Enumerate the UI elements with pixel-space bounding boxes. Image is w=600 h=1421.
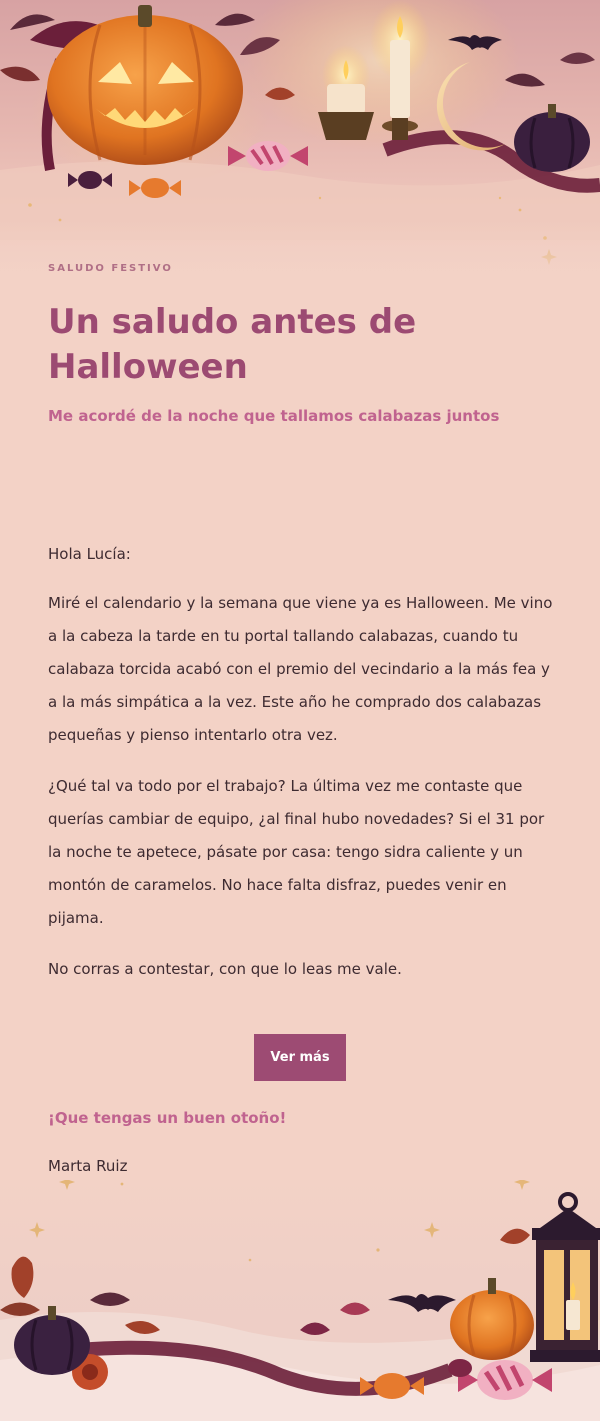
body-paragraph: ¿Qué tal va todo por el trabajo? La última vez me contaste que querías cambiar de equipo, ¿al final hubo novedades? Si el 31 por la noche te apetece, pásate por casa: tengo sidra caliente y un montón de caramelos. No hace falta disfraz, puedes venir en pijama. [48,777,545,927]
ver-mas-button[interactable]: Ver más [254,1034,346,1081]
lantern-icon [530,1194,600,1362]
signature: Marta Ruiz [48,1157,128,1175]
subtitle: Me acordé de la noche que tallamos calabazas juntos [48,407,500,425]
header-illustration-svg [0,0,600,290]
bat-icon [388,1294,456,1312]
page-title: Un saludo antes de Halloween [48,302,417,387]
footer-illustration [0,1180,600,1421]
closing-line: ¡Que tengas un buen otoño! [48,1109,287,1127]
greeting: Hola Lucía: [48,545,131,563]
footer-illustration-svg [0,1180,600,1421]
pumpkin-icon [450,1278,534,1360]
body-paragraph: No corras a contestar, con que lo leas me vale. [48,960,402,978]
body-paragraph: Miré el calendario y la semana que viene ya es Halloween. Me vino a la cabeza la tarde en tu portal tallando calabazas, cuando tu calabaza torcida acabó con el premio del vecindario a la más fea y a la más simpática a la vez. Este año he comprado dos calabazas pequeñas y pienso intentarlo otra vez. [48,594,553,744]
eyebrow-label: SALUDO FESTIVO [48,263,173,274]
header-illustration [0,0,600,290]
